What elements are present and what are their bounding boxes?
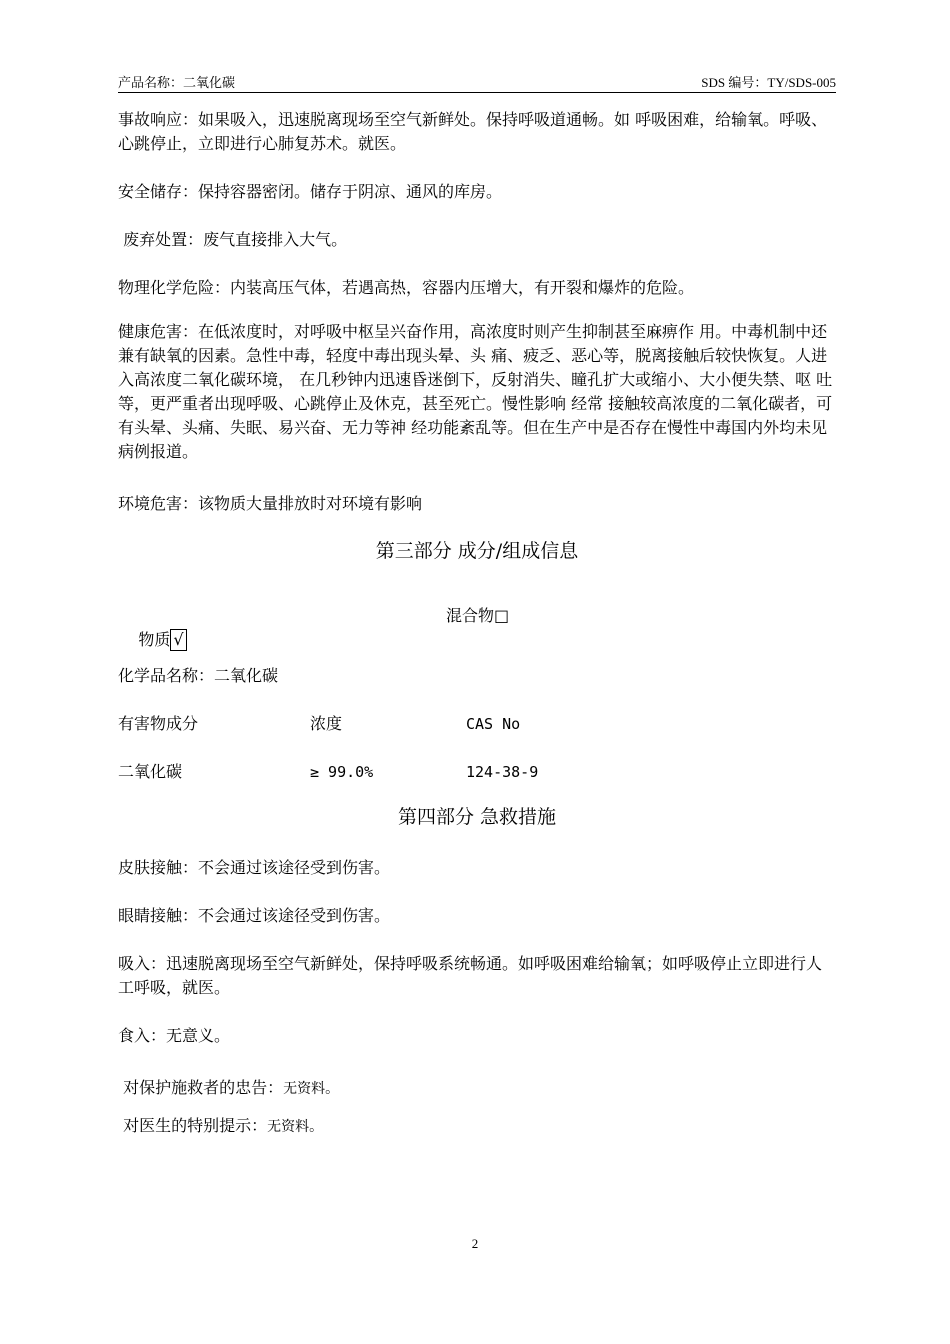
page-header: [118, 70, 836, 93]
doctor-label: 对医生的特别提示：: [118, 1116, 268, 1135]
safe-storage: 安全储存：保持容器密闭。储存于阴凉、通风的库房。: [118, 182, 503, 201]
health-hazard: 健康危害：在低浓度时，对呼吸中枢呈兴奋作用，高浓度时则产生抑制甚至麻痹作 用。中毒机制中还兼有缺氧的因素。急性中毒，轻度中毒出现头晕、头 痛、疲乏、恶心等，脱离接触后较快恢复。人进入高浓度二氧化碳环境， 在几秒钟内迅速昏迷倒下，反射消失、瞳孔扩大或缩小、大小便失禁、呕 吐等，更严重者出现呼吸、心跳停止及休克，甚至死亡。慢性影响 经常 接触较高浓度的二氧化碳者，可有头晕、头痛、失眠、易兴奋、无力等神 经功能紊乱等。但在生产中是否存在慢性中毒国内外均未见病例报道。: [118, 322, 833, 461]
physchem-hazard: 物理化学危险：内装高压气体，若遇高热，容器内压增大，有开裂和爆炸的危险。: [118, 278, 695, 297]
header-product-name: 产品名称：二氧化碳: [118, 75, 236, 90]
rescuer-label: 对保护施救者的忠告：: [118, 1078, 284, 1097]
inhalation: 吸入：迅速脱离现场至空气新鲜处，保持呼吸系统畅通。如呼吸困难给输氧；如呼吸停止立即进行人工呼吸，就医。: [118, 954, 823, 997]
table-header-concentration: 浓度: [310, 714, 343, 733]
eye-contact: 眼睛接触：不会通过该途径受到伤害。: [118, 906, 391, 925]
table-header-component: 有害物成分: [118, 714, 199, 733]
substance-checkbox: √: [170, 629, 186, 651]
table-header-cas: CAS No: [466, 715, 521, 733]
mixture-option: 混合物□: [446, 606, 510, 625]
section3-title: 第三部分 成分/组成信息: [375, 540, 579, 562]
table-cell-concentration: ≥ 99.0%: [310, 763, 374, 781]
substance-label: 物质: [138, 630, 171, 649]
env-hazard: 环境危害：该物质大量排放时对环境有影响: [118, 494, 423, 513]
doctor-value: 无资料。: [267, 1119, 324, 1135]
ingestion: 食入：无意义。: [118, 1026, 231, 1045]
table-cell-cas: 124-38-9: [466, 763, 539, 781]
skin-contact: 皮肤接触：不会通过该途径受到伤害。: [118, 858, 391, 877]
rescuer-value: 无资料。: [283, 1081, 340, 1097]
table-cell-component: 二氧化碳: [118, 762, 183, 781]
section4-title: 第四部分 急救措施: [397, 806, 557, 828]
page-number: 2: [471, 1236, 479, 1251]
header-sds-number: SDS 编号：TY/SDS-005: [701, 75, 836, 90]
accident-response: 事故响应：如果吸入，迅速脱离现场至空气新鲜处。保持呼吸道通畅。如 呼吸困难，给输氧。呼吸、心跳停止，立即进行心肺复苏术。就医。: [118, 110, 828, 153]
chem-name: 化学品名称：二氧化碳: [118, 666, 279, 685]
disposal: 废弃处置：废气直接排入大气。: [118, 230, 348, 249]
doctor-advice: [118, 1114, 836, 1139]
rescuer-advice: [118, 1076, 836, 1101]
